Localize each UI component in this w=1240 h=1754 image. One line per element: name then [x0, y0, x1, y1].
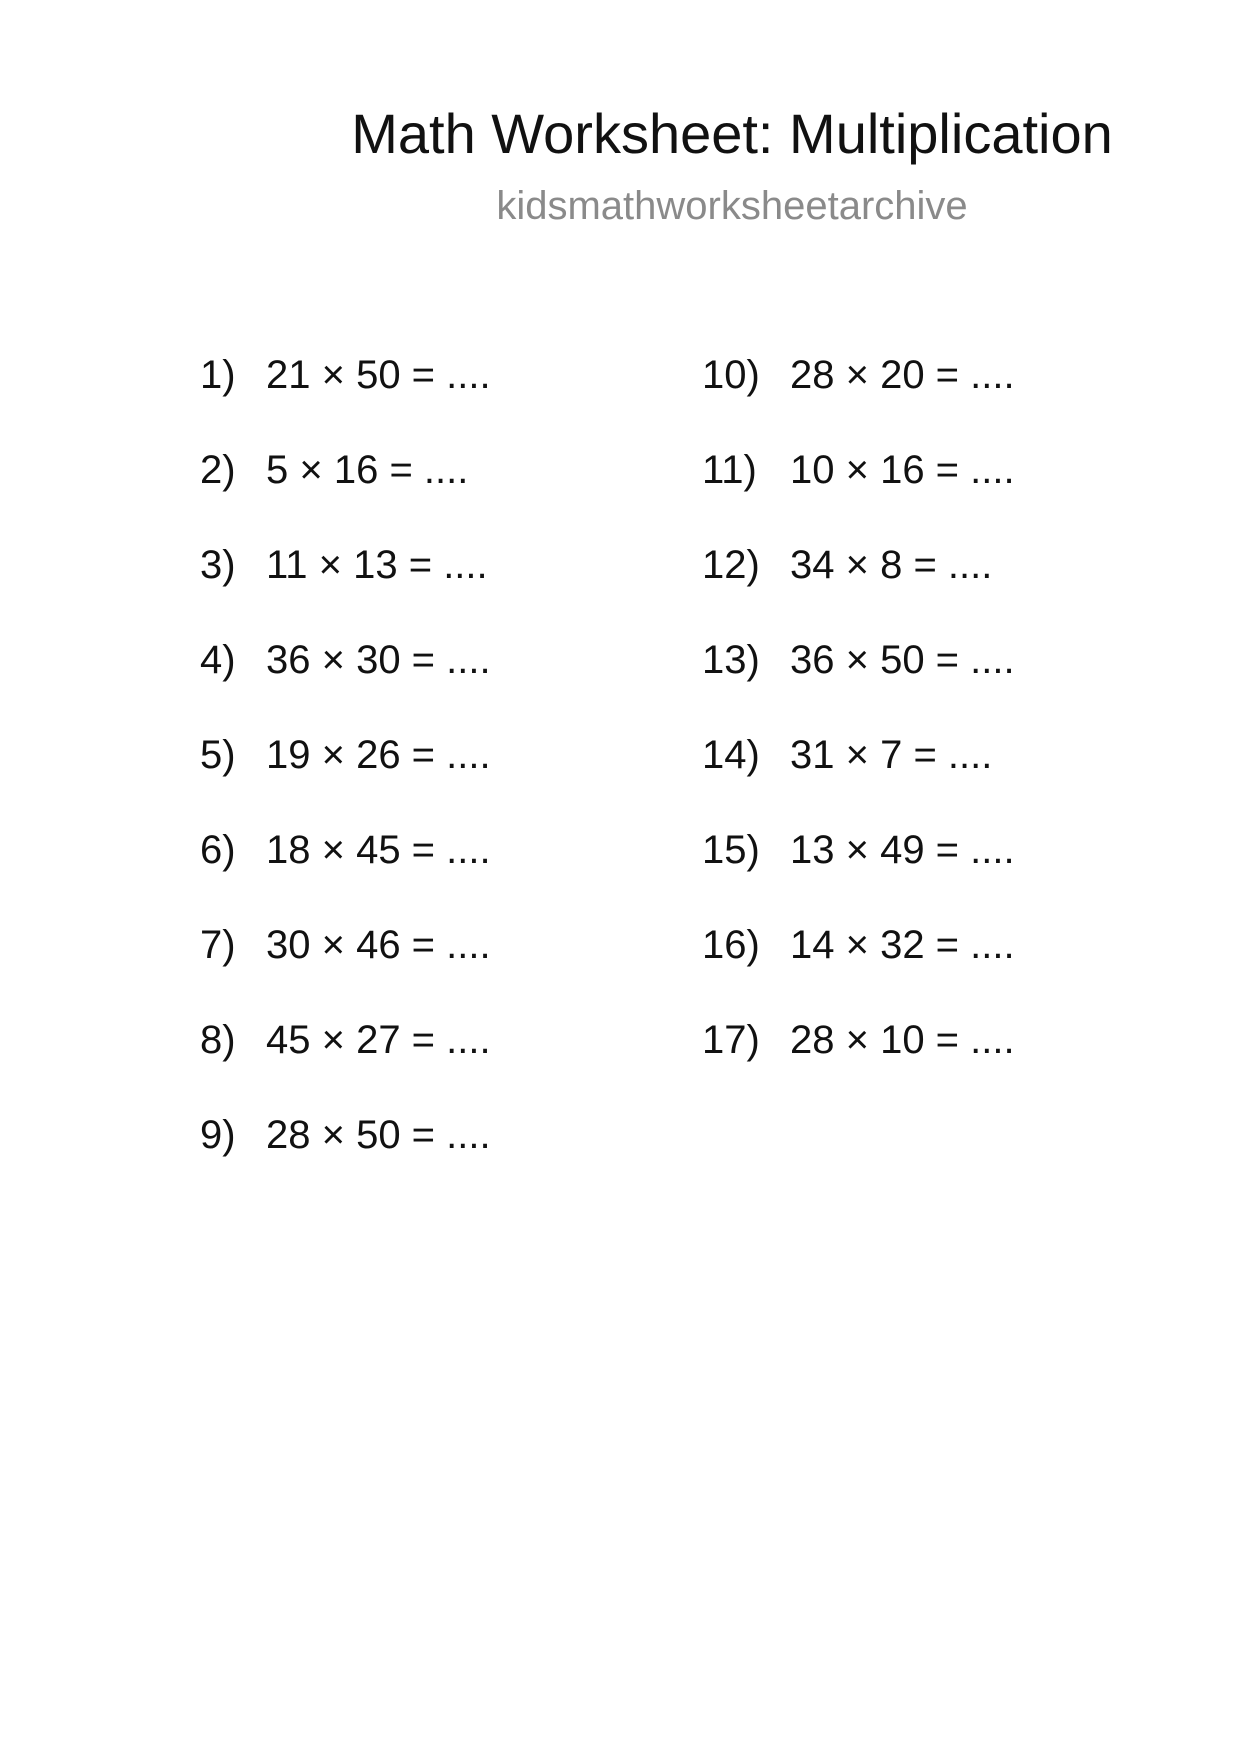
problem-expression: 31 × 7 = .... — [790, 733, 993, 777]
problem-number: 7) — [200, 923, 236, 967]
problem-number: 6) — [200, 828, 236, 872]
problem-expression: 10 × 16 = .... — [790, 448, 1015, 492]
problem-item — [702, 539, 1015, 634]
problem-number: 10) — [702, 353, 760, 397]
problem-number: 15) — [702, 828, 760, 872]
problem-item — [702, 824, 1015, 919]
problem-expression: 36 × 30 = .... — [266, 638, 491, 682]
problem-expression: 19 × 26 = .... — [266, 733, 491, 777]
problem-number: 17) — [702, 1018, 760, 1062]
problem-number: 8) — [200, 1018, 236, 1062]
problem-number: 11) — [702, 448, 757, 492]
problem-item — [200, 1014, 491, 1109]
problems-column-right — [702, 349, 1015, 1109]
problem-item — [702, 444, 1015, 539]
problem-item — [702, 919, 1015, 1014]
problem-expression: 21 × 50 = .... — [266, 353, 491, 397]
problem-number: 16) — [702, 923, 760, 967]
problem-expression: 14 × 32 = .... — [790, 923, 1015, 967]
problem-item — [702, 349, 1015, 444]
problem-item — [702, 1014, 1015, 1109]
problem-item — [200, 444, 491, 539]
problem-expression: 28 × 10 = .... — [790, 1018, 1015, 1062]
problem-number: 3) — [200, 543, 236, 587]
problem-item — [200, 539, 491, 634]
problem-item — [200, 1109, 491, 1204]
problem-expression: 28 × 20 = .... — [790, 353, 1015, 397]
problem-expression: 45 × 27 = .... — [266, 1018, 491, 1062]
problem-item — [200, 824, 491, 919]
problem-number: 4) — [200, 638, 236, 682]
problem-item — [200, 729, 491, 824]
problem-expression: 28 × 50 = .... — [266, 1113, 491, 1157]
problem-item — [702, 634, 1015, 729]
problem-expression: 34 × 8 = .... — [790, 543, 993, 587]
problems-column-left — [200, 349, 491, 1204]
problem-number: 1) — [200, 353, 236, 397]
problem-item — [200, 919, 491, 1014]
page-title: Math Worksheet: Multiplication — [351, 102, 1113, 165]
problem-expression: 11 × 13 = .... — [266, 543, 488, 587]
problem-number: 14) — [702, 733, 760, 777]
problem-number: 13) — [702, 638, 760, 682]
problem-item — [200, 349, 491, 444]
problem-number: 12) — [702, 543, 760, 587]
problem-expression: 18 × 45 = .... — [266, 828, 491, 872]
problem-number: 5) — [200, 733, 236, 777]
worksheet-header — [322, 98, 1142, 232]
problem-item — [200, 634, 491, 729]
problem-expression: 36 × 50 = .... — [790, 638, 1015, 682]
problem-expression: 5 × 16 = .... — [266, 448, 469, 492]
problem-item — [702, 729, 1015, 824]
page-subtitle: kidsmathworksheetarchive — [496, 184, 968, 228]
problem-number: 2) — [200, 448, 236, 492]
problem-expression: 13 × 49 = .... — [790, 828, 1015, 872]
problem-number: 9) — [200, 1113, 236, 1157]
problem-expression: 30 × 46 = .... — [266, 923, 491, 967]
